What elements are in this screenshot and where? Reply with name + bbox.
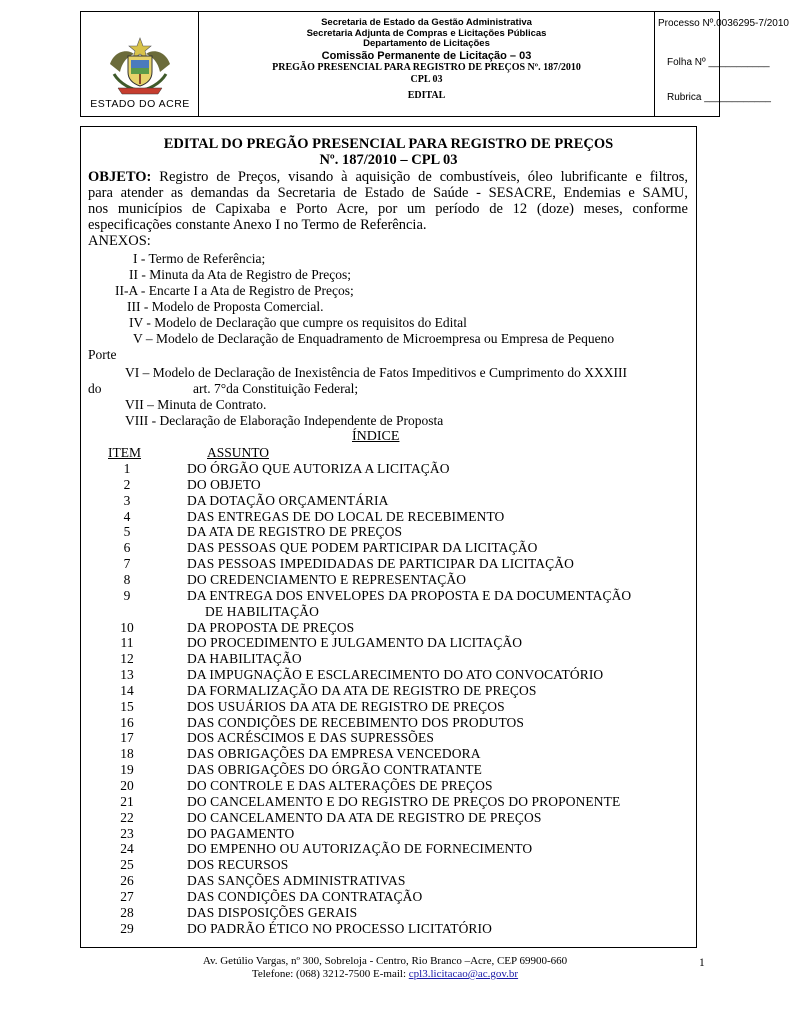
index-item-number: 1 [123, 461, 131, 476]
index-item-title: DAS ENTREGAS DE DO LOCAL DE RECEBIMENTO [187, 508, 505, 524]
index-item-number: 21 [120, 793, 134, 809]
indice-heading: ÍNDICE [352, 429, 400, 444]
anexo-item: III - Modelo de Proposta Comercial. [127, 299, 324, 314]
index-item-title: DE HABILITAÇÃO [205, 603, 319, 619]
index-item-title: DO ÓRGÃO QUE AUTORIZA A LICITAÇÃO [187, 461, 450, 476]
header-line-3: Departamento de Licitações [363, 38, 490, 49]
document-title: EDITAL DO PREGÃO PRESENCIAL PARA REGISTRO DE PREÇOS [163, 136, 614, 152]
index-item-number: 9 [123, 587, 131, 603]
index-item-title: DO OBJETO [187, 476, 261, 492]
page-number: 1 [699, 957, 705, 969]
anexo-item-cont: art. 7°da Constituição Federal; [193, 381, 359, 396]
header-line-2: Secretaria Adjunta de Compras e Licitações Públicas [306, 27, 547, 39]
index-item-number: 8 [123, 571, 131, 587]
index-item-number: 23 [120, 825, 134, 841]
index-item-number: 6 [123, 540, 131, 556]
index-item-number: 14 [120, 682, 134, 698]
index-item-number: 11 [120, 635, 134, 651]
page-footer [0, 955, 770, 981]
index-item-title: DAS DISPOSIÇÕES GERAIS [187, 904, 358, 920]
index-item-title: DO CONTROLE E DAS ALTERAÇÕES DE PREÇOS [187, 778, 493, 793]
index-item-number: 18 [120, 746, 134, 762]
state-coat-of-arms-icon [104, 34, 176, 96]
index-item-title: DAS PESSOAS IMPEDIDADAS DE PARTICIPAR DA LICITAÇÃO [187, 556, 574, 572]
index-item-title: DO PROCEDIMENTO E JULGAMENTO DA LICITAÇÃO [187, 635, 523, 651]
index-item-number: 16 [120, 714, 134, 730]
index-item-title: DAS CONDIÇÕES DA CONTRATAÇÃO [187, 888, 423, 904]
index-item-number: 19 [120, 762, 134, 778]
item-column-header: ITEM [108, 445, 141, 460]
footer-address: Av. Getúlio Vargas, nº 300, Sobreloja - Centro, Rio Branco –Acre, CEP 69900-660 [202, 955, 568, 967]
anexo-item-cont: do [88, 381, 102, 396]
index-item-number: 24 [120, 841, 134, 857]
anexo-item: IV - Modelo de Declaração que cumpre os requisitos do Edital [129, 315, 467, 330]
index-item-number: 29 [120, 920, 134, 936]
index-item-title: DAS CONDIÇÕES DE RECEBIMENTO DOS PRODUTOS [187, 714, 525, 730]
anexo-item: I - Termo de Referência; [133, 251, 266, 266]
state-name: ESTADO DO ACRE [90, 98, 190, 110]
objeto-line-2: para atender as demandas da Secretaria de Estado de Saúde - SESACRE, Endemias e SAMU, [88, 185, 688, 201]
index-item-title: DA FORMALIZAÇÃO DA ATA DE REGISTRO DE PREÇOS [187, 682, 537, 698]
document-number: Nº. 187/2010 – CPL 03 [319, 152, 458, 168]
index-item-number: 2 [123, 476, 131, 492]
header-line-5: PREGÃO PRESENCIAL PARA REGISTRO DE PREÇOS Nº. 187/2010 [272, 61, 581, 73]
index-item-number: 10 [120, 619, 134, 635]
index-item-number: 4 [123, 508, 131, 524]
objeto-line-1 [88, 169, 688, 185]
index-item-title: DA PROPOSTA DE PREÇOS [187, 619, 355, 635]
index-item-number: 28 [120, 904, 134, 920]
objeto-line-3: nos municípios de Capixaba e Porto Acre, por um período de 12 (doze) meses, conforme [88, 201, 688, 217]
rubrica-field: Rubrica ____________ [667, 92, 771, 103]
index-item-title: DO PADRÃO ÉTICO NO PROCESSO LICITATÓRIO [187, 920, 492, 936]
letterhead [80, 11, 789, 117]
index-item-title: DAS OBRIGAÇÕES DA EMPRESA VENCEDORA [187, 746, 481, 762]
anexo-item: II-A - Encarte I a Ata de Registro de Preços; [115, 283, 354, 298]
index-item-number: 3 [123, 492, 131, 508]
header-line-1: Secretaria de Estado da Gestão Administrativa [321, 17, 532, 28]
index-item-number: 7 [123, 556, 131, 572]
footer-contact [0, 968, 770, 981]
index-item-number: 25 [120, 857, 134, 873]
header-line-7: EDITAL [407, 89, 446, 101]
index-item-title: DA HABILITAÇÃO [187, 651, 302, 667]
header-line-6: CPL 03 [410, 73, 443, 85]
index-item-title: DA IMPUGNAÇÃO E ESCLARECIMENTO DO ATO CONVOCATÓRIO [187, 667, 604, 683]
anexo-item: VI – Modelo de Declaração de Inexistência de Fatos Impeditivos e Cumprimento do XXXIII [125, 365, 627, 380]
index-item-title: DAS OBRIGAÇÕES DO ÓRGÃO CONTRATANTE [187, 762, 482, 778]
index-item-title: DO EMPENHO OU AUTORIZAÇÃO DE FORNECIMENTO [187, 841, 533, 857]
footer-phone: Telefone: (068) 3212-7500 E-mail: [251, 968, 407, 980]
process-info [655, 12, 789, 116]
edital-body [80, 126, 697, 948]
anexo-item: VII – Minuta de Contrato. [125, 397, 267, 412]
index-item-number: 5 [123, 524, 131, 540]
objeto-line-4: especificações constante Anexo I no Termo de Referência. [88, 217, 427, 233]
anexo-item: V – Modelo de Declaração de Enquadramento de Microempresa ou Empresa de Pequeno [133, 331, 615, 346]
header-titles [199, 12, 655, 116]
objeto-text-1: Registro de Preços, visando à aquisição de combustíveis, óleo lubrificante e filtros, [159, 169, 688, 185]
index-item-number: 17 [120, 730, 134, 746]
index-item-title: DOS USUÁRIOS DA ATA DE REGISTRO DE PREÇOS [187, 698, 505, 714]
index-item-title: DO CANCELAMENTO DA ATA DE REGISTRO DE PREÇOS [187, 809, 542, 825]
assunto-column-header: ASSUNTO [207, 445, 270, 460]
index-item-number: 27 [120, 888, 134, 904]
logo-cell [81, 12, 199, 116]
anexo-item: VIII - Declaração de Elaboração Independente de Proposta [125, 413, 444, 428]
index-item-title: DOS ACRÉSCIMOS E DAS SUPRESSÕES [187, 730, 434, 746]
index-item-title: DOS RECURSOS [187, 857, 289, 873]
folha-field: Folha Nº ___________ [667, 57, 770, 68]
footer-email-link[interactable]: cpl3.licitacao@ac.gov.br [408, 968, 519, 980]
anexo-item-cont: Porte [88, 347, 117, 362]
index-item-title: DA ATA DE REGISTRO DE PREÇOS [187, 524, 403, 540]
index-item-number: 12 [120, 651, 134, 667]
index-item-title: DO CREDENCIAMENTO E REPRESENTAÇÃO [187, 571, 467, 587]
index-item-number: 26 [120, 873, 134, 889]
index-item-title: DA ENTREGA DOS ENVELOPES DA PROPOSTA E DA DOCUMENTAÇÃO [187, 587, 632, 603]
header-line-4: Comissão Permanente de Licitação – 03 [321, 49, 532, 62]
anexo-item: II - Minuta da Ata de Registro de Preços; [129, 267, 351, 282]
index-item-title: DA DOTAÇÃO ORÇAMENTÁRIA [187, 492, 389, 508]
index-item-title: DO PAGAMENTO [187, 825, 295, 841]
index-item-title: DAS SANÇÕES ADMINISTRATIVAS [187, 873, 406, 889]
index-item-title: DAS PESSOAS QUE PODEM PARTICIPAR DA LICITAÇÃO [187, 540, 538, 556]
anexos-label: ANEXOS: [88, 233, 151, 249]
index-item-number: 22 [120, 809, 134, 825]
index-item-number: 15 [120, 698, 134, 714]
process-number: Processo Nº.0036295-7/2010 [658, 18, 789, 29]
index-item-number: 20 [120, 778, 134, 793]
objeto-label: OBJETO: [88, 169, 152, 185]
index-item-number: 13 [120, 667, 134, 683]
index-item-title: DO CANCELAMENTO E DO REGISTRO DE PREÇOS DO PROPONENTE [187, 793, 621, 809]
